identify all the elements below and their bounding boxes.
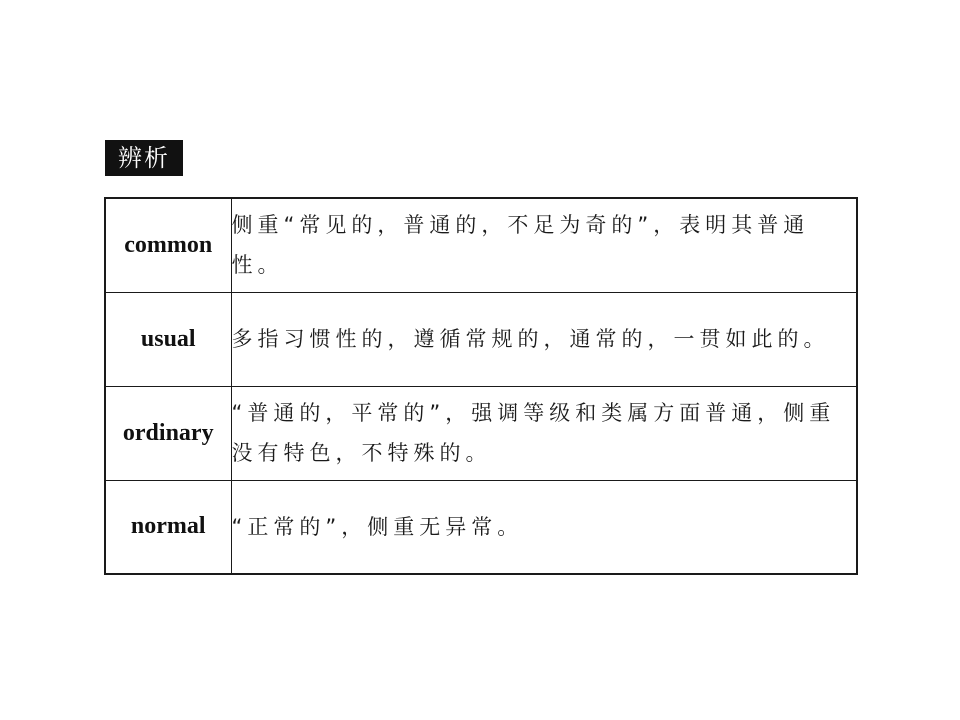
comparison-table	[104, 197, 858, 575]
definition-cell: “普通的，平常的”，强调等级和类属方面普通，侧重没有特色，不特殊的。	[231, 386, 857, 480]
term-cell: common	[105, 198, 231, 292]
section-badge: 辨析	[105, 140, 183, 176]
definition-cell: “正常的”，侧重无异常。	[231, 480, 857, 574]
term-cell: normal	[105, 480, 231, 574]
term-cell: ordinary	[105, 386, 231, 480]
definition-cell: 侧重“常见的，普通的，不足为奇的”，表明其普通性。	[231, 198, 857, 292]
table-row	[105, 292, 857, 386]
table-row	[105, 198, 857, 292]
term-cell: usual	[105, 292, 231, 386]
table-row	[105, 480, 857, 574]
table-row	[105, 386, 857, 480]
definition-cell: 多指习惯性的，遵循常规的，通常的，一贯如此的。	[231, 292, 857, 386]
